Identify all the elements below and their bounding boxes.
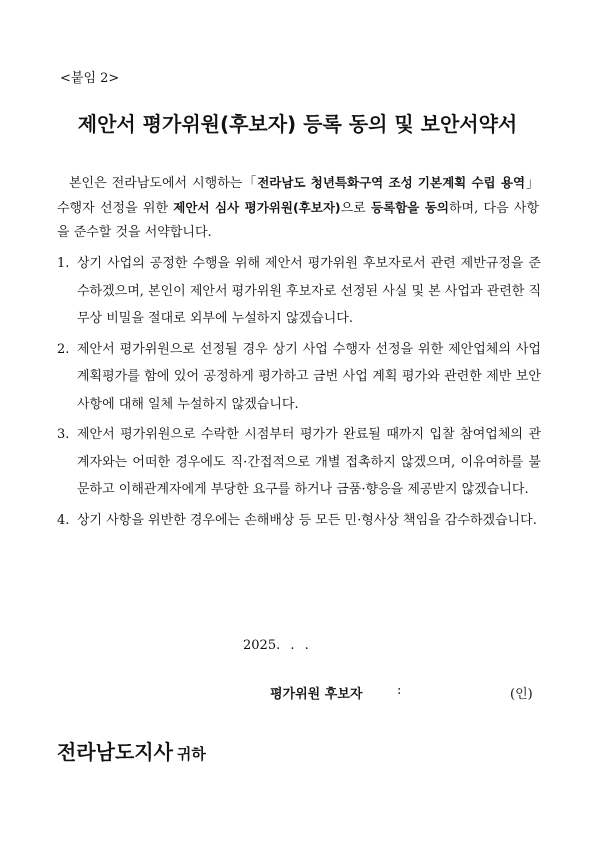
pledge-item (57, 250, 541, 333)
signature-label: 평가위원 후보자 (270, 687, 363, 702)
consent-phrase: 등록함을 동의 (371, 200, 449, 215)
addressee (57, 736, 206, 765)
pledge-item-text: 제안서 평가위원으로 수락한 시점부터 평가가 완료될 때까지 입찰 참여업체의 관계자와는 어떠한 경우에도 직·간접적으로 개별 접촉하지 않겠으며, 이유여하를 불문하고 이해관계자에게 부당한 요구를 하거나 금품·향응을 제공받지 않겠습니다. (77, 427, 541, 497)
evaluator-role: 제안서 심사 평가위원(후보자) (173, 200, 341, 215)
pledge-item (57, 421, 541, 504)
addressee-suffix: 귀하 (176, 745, 206, 763)
pledge-item (57, 336, 541, 419)
intro-text-2: 」 수행자 선정을 위한 (57, 176, 539, 216)
pledge-item (57, 507, 541, 535)
document-title: 제안서 평가위원(후보자) 등록 동의 및 보안서약서 (77, 112, 518, 136)
pledge-item-number: 2. (57, 341, 70, 357)
intro-text-3: 으로 (340, 201, 372, 216)
pledge-item-text: 상기 사항을 위반한 경우에는 손해배상 등 모든 민·형사상 책임을 감수하겠습니다. (77, 512, 537, 528)
project-name: 전라남도 청년특화구역 조성 기본계획 수립 용역 (257, 175, 526, 190)
pledge-item-text: 상기 사업의 공정한 수행을 위해 제안서 평가위원 후보자로서 관련 제반규정을 준수하겠으며, 본인이 제안서 평가위원 후보자로 선정된 사실 및 본 사업과 관련한 직무상 비밀을 절대로 외부에 누설하지 않겠습니다. (77, 256, 542, 326)
pledge-item-number: 1. (57, 256, 70, 271)
pledge-item-text: 제안서 평가위원으로 선정될 경우 상기 사업 수행자 선정을 위한 제안업체의 사업계획평가를 함에 있어 공정하게 평가하고 금번 사업 계획 평가와 관련한 제반 보안사항에 대해 일체 누설하지 않겠습니다. (77, 341, 541, 412)
intro-paragraph (57, 171, 539, 245)
pledge-list (57, 250, 541, 537)
attachment-label: <붙임 2> (60, 71, 120, 86)
pledge-item-number: 4. (57, 512, 70, 528)
addressee-name: 전라남도지사 (57, 740, 173, 764)
pledge-item-number: 3. (57, 427, 70, 442)
seal-mark: (인) (510, 687, 533, 702)
date-line: 2025. . . (243, 638, 309, 653)
signature-colon: : (397, 683, 402, 698)
intro-text-1: 본인은 전라남도에서 시행하는「 (69, 176, 258, 191)
intro-text-4: 하며, 다음 사항을 준수할 것을 서약합니다. (57, 201, 540, 240)
